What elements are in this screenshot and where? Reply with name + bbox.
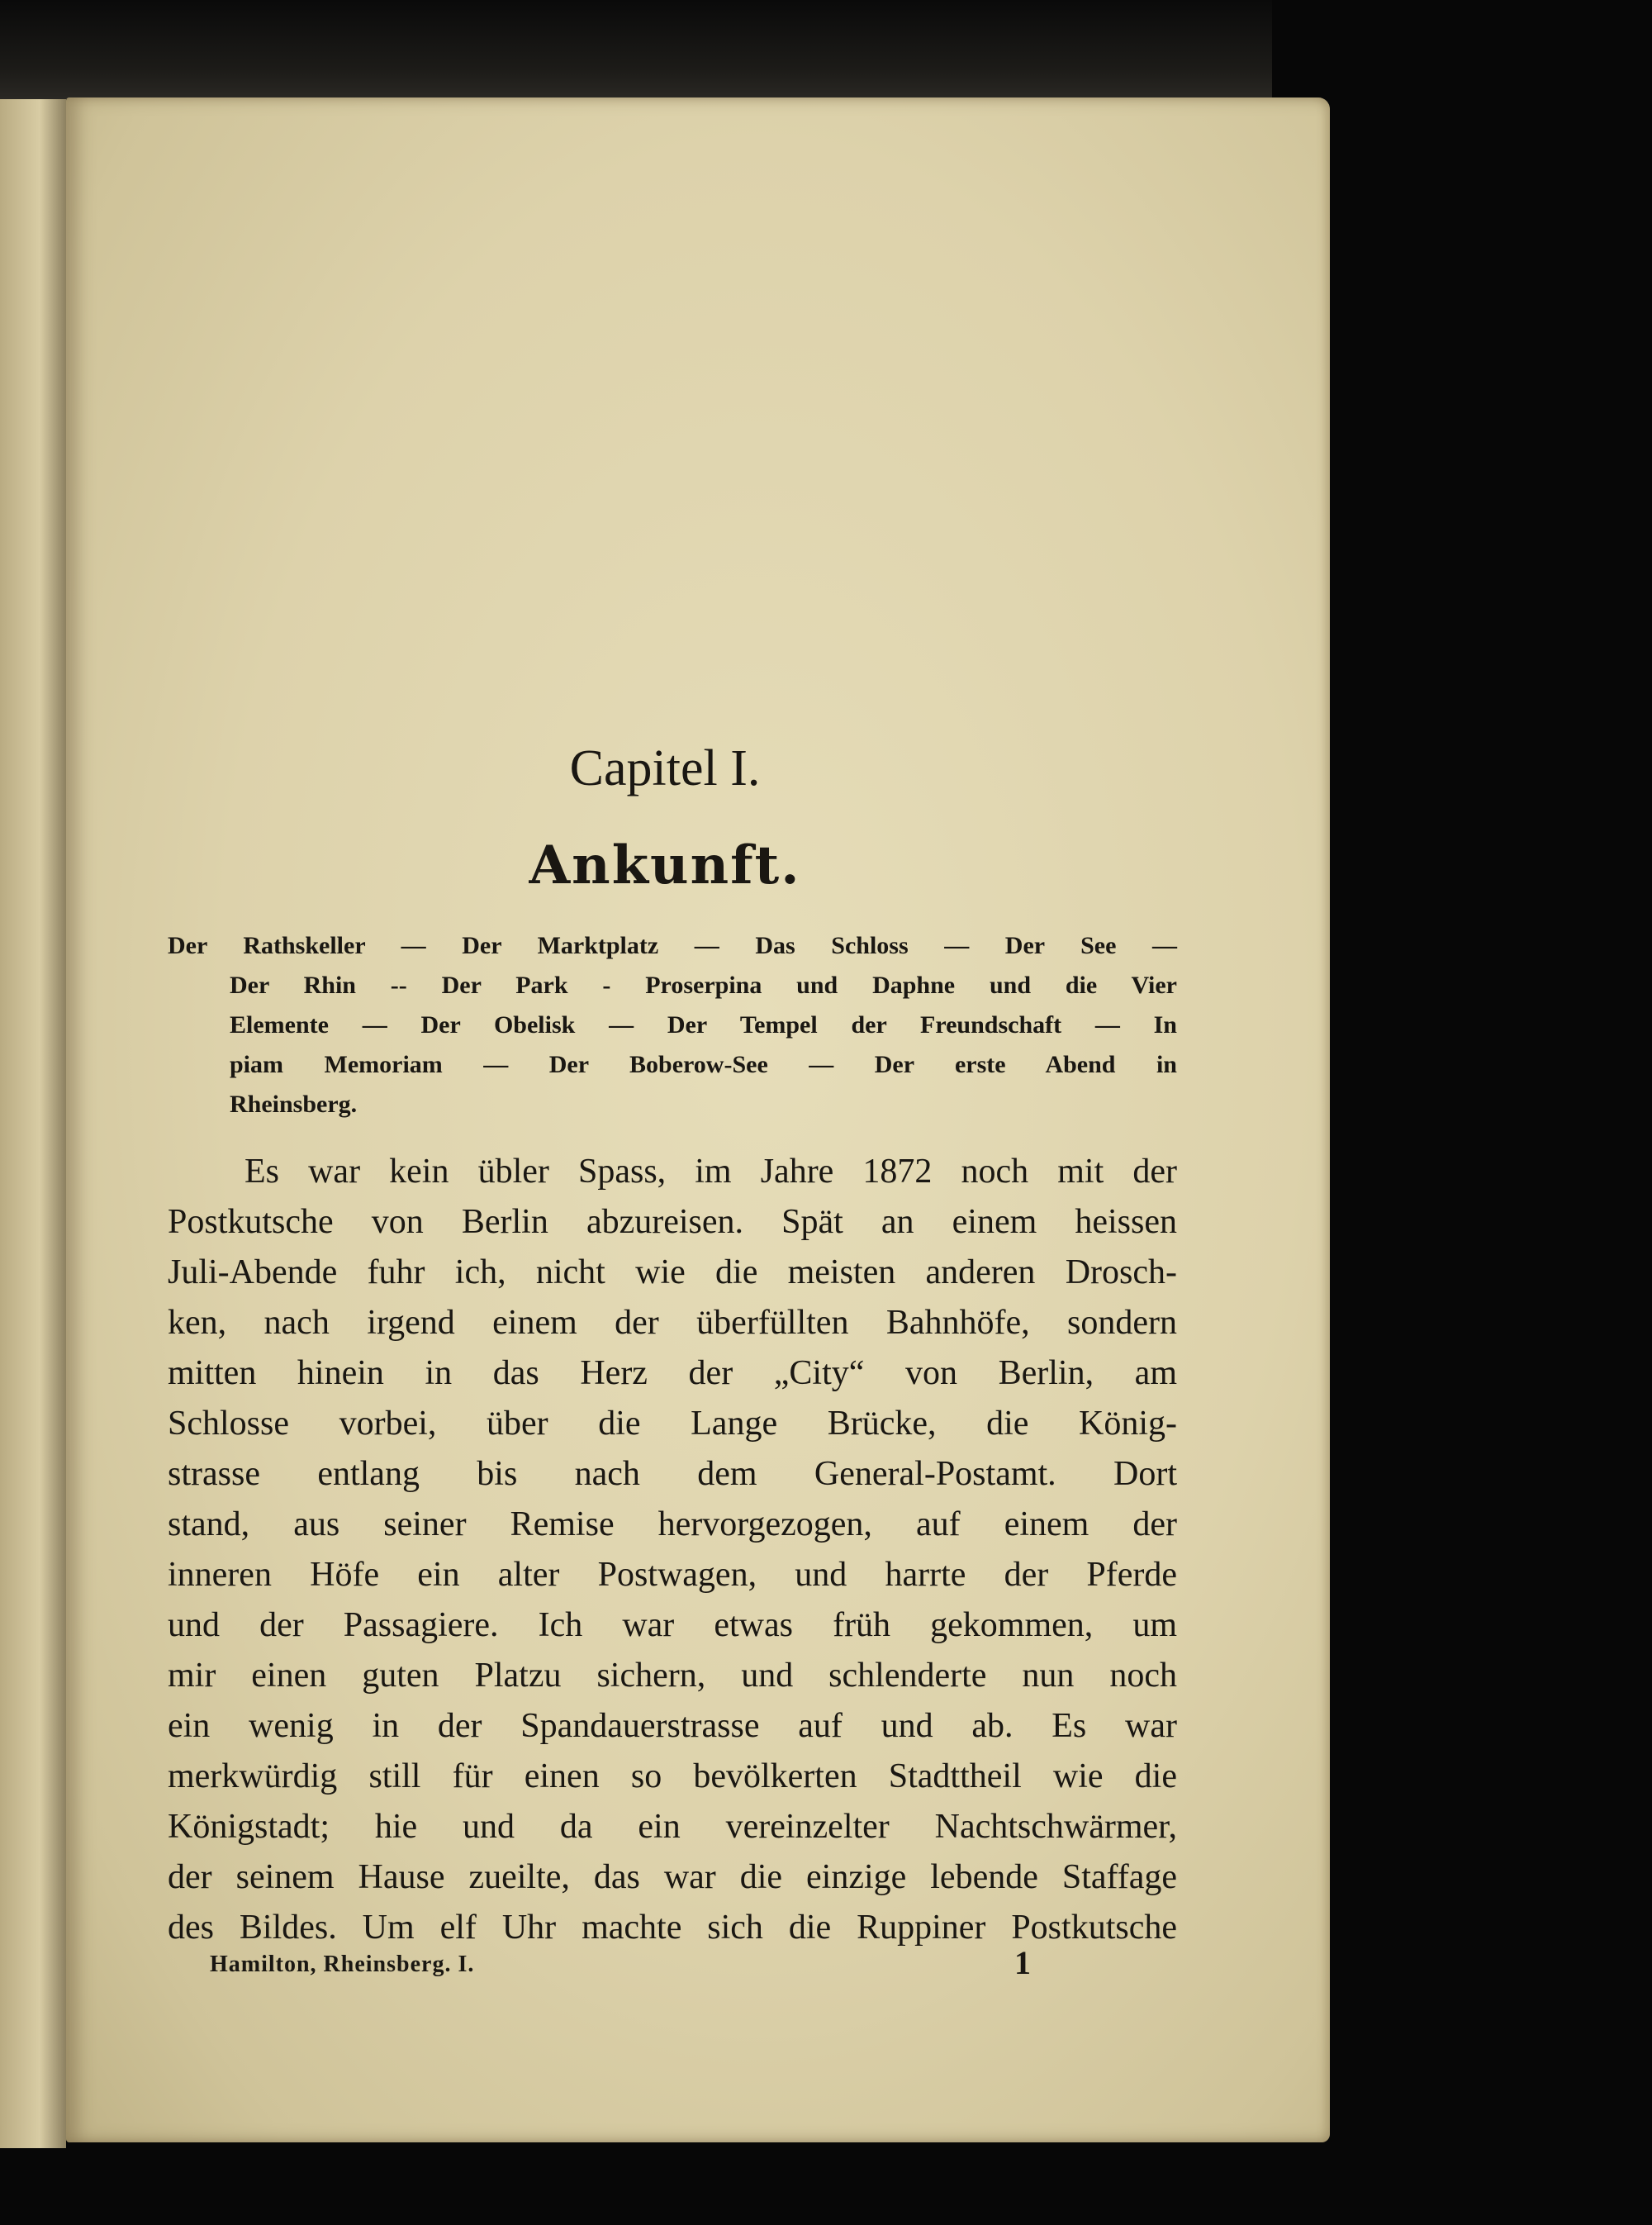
summary-line: Der Rathskeller — Der Marktplatz — Das Schloss — Der See — xyxy=(168,932,1177,959)
body-line: ein wenig in der Spandauerstrasse auf und ab. Es war xyxy=(168,1707,1177,1745)
page-number: 1 xyxy=(1014,1944,1031,1981)
body-line: mir einen guten Platzu sichern, und schlenderte nun noch xyxy=(168,1657,1177,1695)
chapter-title: Ankunft. xyxy=(529,834,801,896)
body-line: der seinem Hause zueilte, das war die einzige lebende Staffage xyxy=(168,1858,1177,1896)
body-line: ken, nach irgend einem der überfüllten Bahnhöfe, sondern xyxy=(168,1304,1177,1342)
signature-mark: Hamilton, Rheinsberg. I. xyxy=(210,1952,475,1977)
body-line: Königstadt; hie und da ein vereinzelter Nachtschwärmer, xyxy=(168,1808,1177,1846)
summary-line: Elemente — Der Obelisk — Der Tempel der Freundschaft — In xyxy=(230,1011,1177,1039)
left-page-edge xyxy=(0,99,66,2148)
body-line: inneren Höfe ein alter Postwagen, und harrte der Pferde xyxy=(168,1556,1177,1594)
body-line: Juli-Abende fuhr ich, nicht wie die meisten anderen Drosch- xyxy=(168,1253,1177,1291)
body-line: des Bildes. Um elf Uhr machte sich die Ruppiner Postkutsche xyxy=(168,1909,1177,1947)
book-top-edge xyxy=(0,0,1272,99)
summary-line: piam Memoriam — Der Boberow-See — Der erste Abend in xyxy=(230,1051,1177,1078)
body-line: Schlosse vorbei, über die Lange Brücke, die König- xyxy=(168,1405,1177,1443)
chapter-number: Capitel I. xyxy=(569,740,761,796)
body-line: stand, aus seiner Remise hervorgezogen, auf einem der xyxy=(168,1505,1177,1543)
body-line: Postkutsche von Berlin abzureisen. Spät an einem heissen xyxy=(168,1203,1177,1241)
summary-line: Der Rhin -- Der Park - Proserpina und Daphne und die Vier xyxy=(230,972,1177,999)
summary-line: Rheinsberg. xyxy=(230,1091,358,1118)
body-line: strasse entlang bis nach dem General-Postamt. Dort xyxy=(168,1455,1177,1493)
body-line: mitten hinein in das Herz der „City“ von Berlin, am xyxy=(168,1354,1177,1392)
body-line: Es war kein übler Spass, im Jahre 1872 noch mit der xyxy=(244,1153,1177,1191)
body-line: merkwürdig still für einen so bevölkerten Stadttheil wie die xyxy=(168,1757,1177,1795)
body-line: und der Passagiere. Ich war etwas früh gekommen, um xyxy=(168,1606,1177,1644)
